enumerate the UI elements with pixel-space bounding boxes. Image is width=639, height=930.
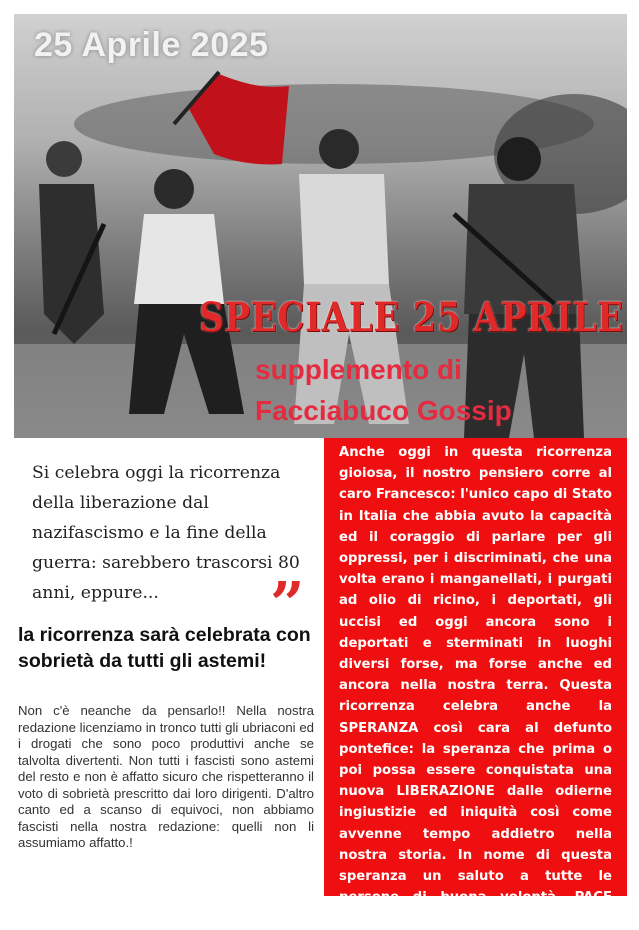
supplement-label bbox=[240, 352, 627, 438]
intro-quote: Si celebra oggi la ricorrenza della liberazione dal nazifascismo e la fine della guerra: sarebbero trascorsi 80 anni, eppure... bbox=[32, 463, 300, 603]
quote-mark-icon: ” bbox=[270, 570, 305, 640]
article-subhead: la ricorrenza sarà celebrata con sobrietà da tutti gli astemi! bbox=[18, 624, 311, 672]
special-title: SPECIALE 25 APRILE bbox=[199, 294, 624, 341]
supplement-line-1: supplemento di bbox=[255, 354, 462, 385]
red-column bbox=[324, 438, 627, 927]
supplement-line-2: Facciabuco Gossip bbox=[255, 395, 512, 426]
edition-date: 25 Aprile 2025 bbox=[34, 26, 269, 64]
article-body-left: Non c'è neanche da pensarlo!! Nella nostra redazione licenziamo in tronco tutti gli ubriaconi ed i drogati che sono poco produttivi anche se talvolta divertenti. Non tutti i fascisti sono astemi del resto e non è affatto sicuro che rispetteranno il voto di sobrietà prescritto dai loro dirigenti. D'altro canto ed a scanso di equivoci, non abbiamo fascisti nella nostra redazione: quelli non li assumiamo affatto.! bbox=[18, 703, 314, 850]
article-body-right: Anche oggi in questa ricorrenza gioiosa, il nostro pensiero corre al caro Francesco: l'unico capo di Stato in Italia che abbia avuto la capacità ed il coraggio di parlare per gli oppressi, per i discriminati, che una volta erano i manganellati, i purgati ad olio di ricino, i deportati, gli uccisi ed oggi ancora sono i deportati e sterminati in luoghi diversi forse, ma forse anche ed ancora nella nostra terra. Questa ricorrenza celebra anche la SPERANZA così cara al defunto pontefice: la speranza che prima o poi possa essere conquistata una nuova LIBERAZIONE dalle odierne ingiustizie ed iniquità così come avvenne tempo addietro nella nostra storia. In nome di questa speranza un saluto a tutte le persone di buona volontà. PACE PACE PACE PACE PACE PACE! bbox=[339, 445, 612, 927]
